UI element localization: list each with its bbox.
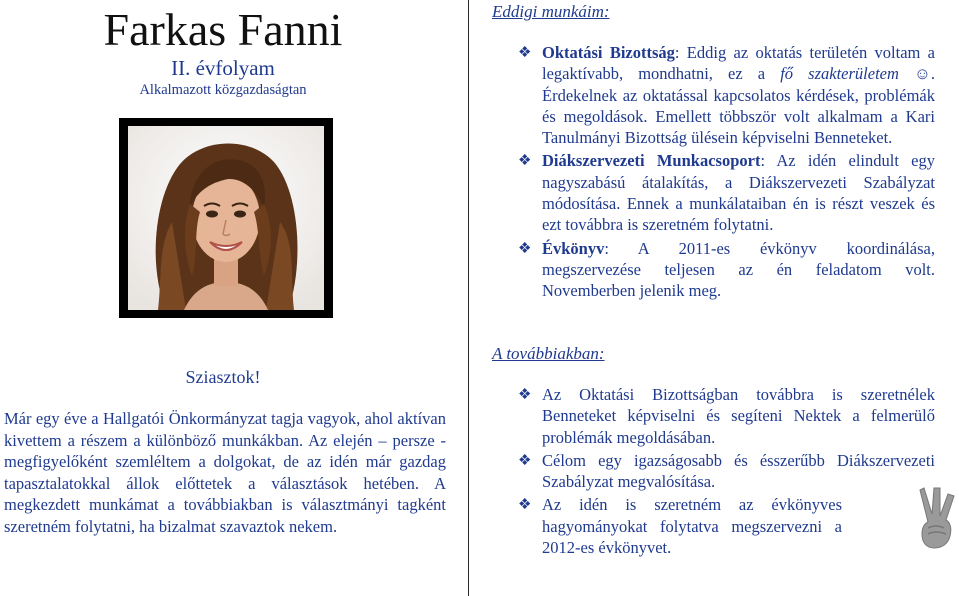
future-title: A továbbiakban:: [492, 344, 605, 363]
future-item-text: Az idén is szeretném az évkönyves hagyományokat folytatva megszervezni a 2012-es évkönyvet.: [542, 495, 842, 558]
candidate-profile: [0, 0, 467, 596]
future-item-text: Az Oktatási Bizottságban továbbra is szeretnélek Benneteket képviselni és segíteni Nektek a felmerülő problémák megoldásában.: [542, 385, 935, 447]
diamond-bullet-icon: ❖: [518, 240, 532, 257]
future-item-text: Célom egy igazságosabb és ésszerűbb Diákszervezeti Szabályzat megvalósítása.: [542, 450, 935, 492]
past-work-title: Eddigi munkáim:: [492, 2, 610, 21]
past-work-text: : Eddig az oktatás területén voltam a legaktívabb, mondhatni, ez a: [542, 43, 935, 84]
column-divider: [468, 0, 469, 596]
diamond-bullet-icon: ❖: [518, 153, 532, 170]
diamond-bullet-icon: ❖: [518, 497, 532, 514]
portrait-illustration: [128, 126, 324, 310]
diamond-bullet-icon: ❖: [518, 45, 532, 61]
future-item: [514, 384, 935, 448]
diamond-bullet-icon: ❖: [518, 387, 532, 403]
future-item: [514, 450, 935, 493]
future-item: [514, 494, 842, 558]
smiley-icon: ☺: [914, 64, 931, 84]
past-work-item: [514, 42, 935, 148]
past-work-text: . Érdekelnek az oktatással kapcsolatos kérdések, problémák és megoldások. Emellett többször volt alkalmam a Kari Tanulmányi Bizottság ülésein képviselni Benneteket.: [542, 64, 936, 148]
diamond-bullet-icon: ❖: [518, 452, 532, 469]
past-work-list: [514, 42, 935, 304]
program-column: [470, 0, 959, 596]
past-work-text: : A 2011-es évkönyv koordinálása, megszervezése teljesen az én feladatom volt. Novemberben jelenik meg.: [542, 238, 935, 301]
past-work-label: Oktatási Bizottság: [542, 43, 675, 62]
intro-paragraph: Már egy éve a Hallgatói Önkormányzat tagja vagyok, ahol aktívan kivettem a részem a különböző munkákban. Az elején – persze - megfigyelőként szemléltem a dolgokat, de az idén már gazdag tapasztalatokkal állok előttetek a választások hetében. A megkezdett munkámat a továbbiakban is választmányi tagként szeretném folytatni, ha bizalmat szavaztok nekem.: [4, 409, 446, 536]
candidate-year: II. évfolyam: [171, 56, 275, 80]
past-work-emphasis: fő szakterületem: [780, 64, 899, 84]
past-work-label: Évkönyv: [542, 238, 605, 258]
candidate-major: Alkalmazott közgazdaságtan: [139, 82, 307, 98]
victory-hand-icon: [918, 484, 958, 550]
past-work-label: Diákszervezeti Munkacsoport: [542, 151, 761, 171]
portrait-photo: [128, 126, 324, 310]
greeting: Sziasztok!: [185, 367, 261, 387]
candidate-name: Farkas Fanni: [103, 4, 343, 55]
portrait-frame: [119, 118, 333, 318]
past-work-item: [514, 238, 935, 302]
past-work-text: : Az idén elindult egy nagyszabású átalakítás, a Diákszervezeti Szabályzat módosítása. Ennek a munkálataiban én is részt veszek és ezt továbbra is szeretném folytatni.: [542, 151, 935, 235]
past-work-item: [514, 150, 935, 235]
future-list: [514, 384, 935, 560]
